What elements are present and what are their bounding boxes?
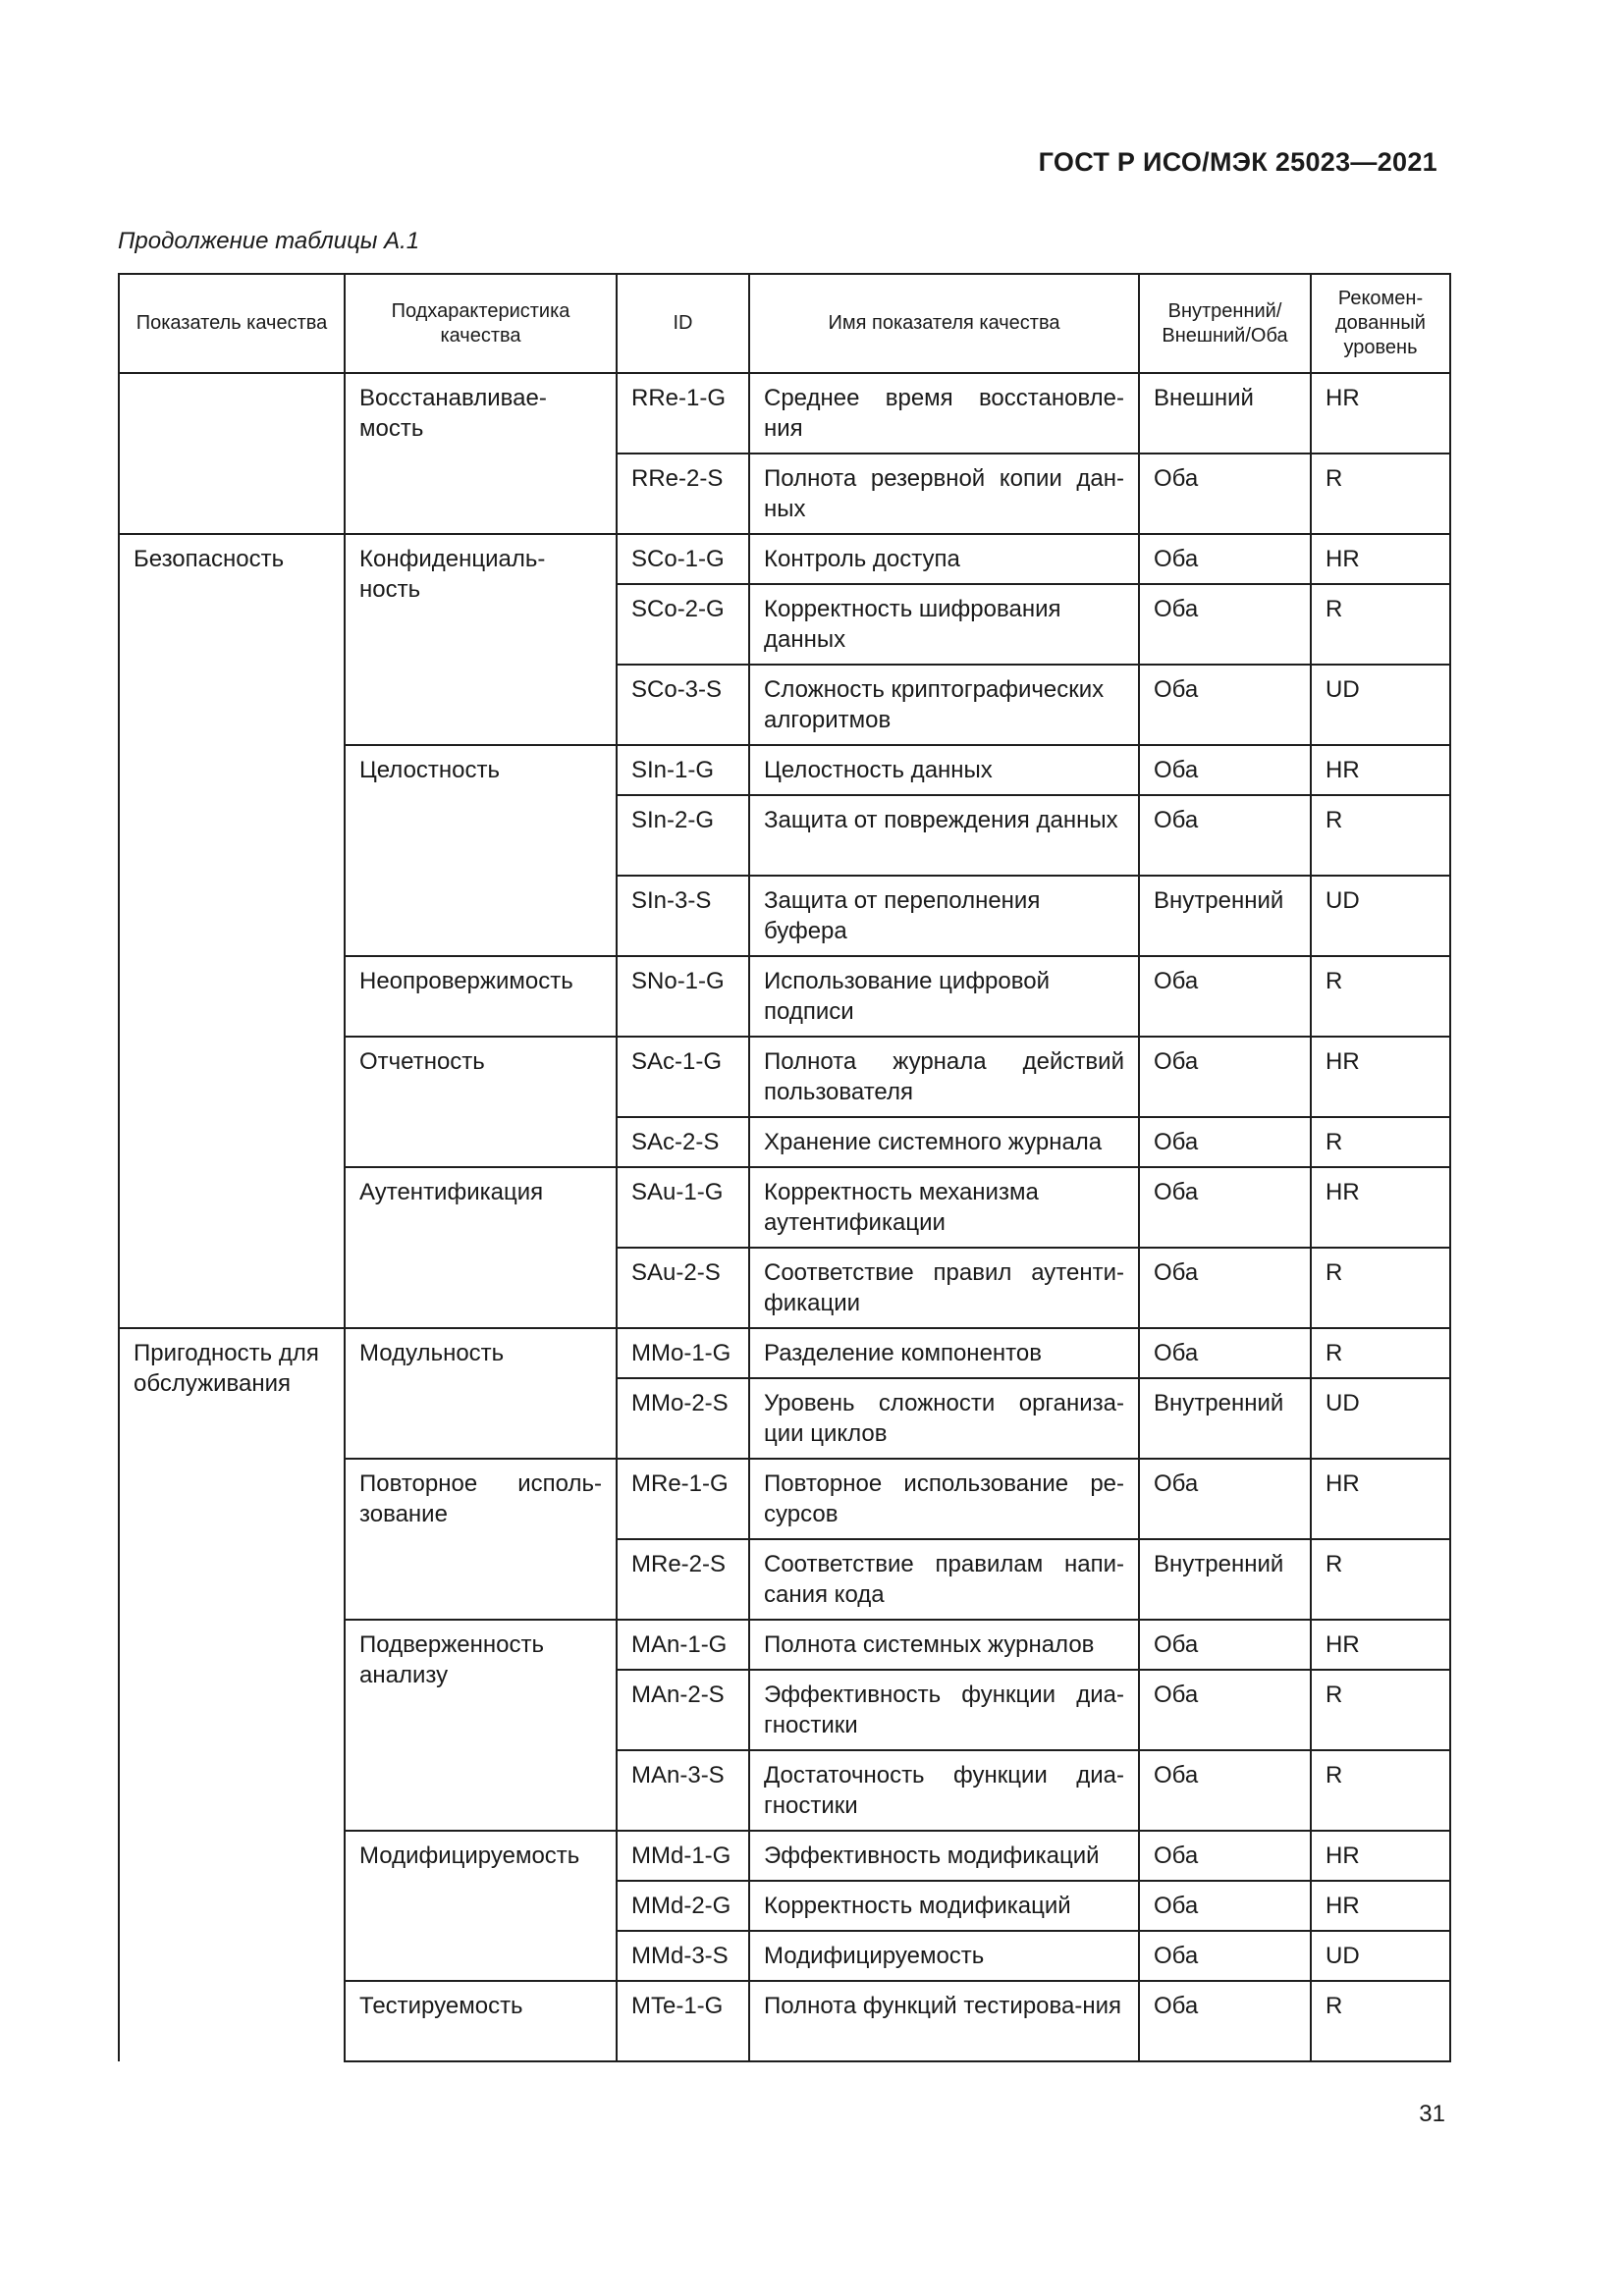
column-header-subcharacteristic: Подхарактеристика качества <box>345 274 617 373</box>
measure-scope: Оба <box>1139 1931 1311 1981</box>
measure-id: MAn-1-G <box>617 1620 749 1670</box>
measure-level: R <box>1311 584 1450 665</box>
measure-scope: Оба <box>1139 1620 1311 1670</box>
measure-level: HR <box>1311 1620 1450 1670</box>
measure-scope: Оба <box>1139 1670 1311 1750</box>
measure-level: HR <box>1311 534 1450 584</box>
subcharacteristic-cell: Целостность <box>345 745 617 956</box>
page-number: 31 <box>1419 2101 1445 2127</box>
measure-name: Полнота резервной копии дан-ных <box>749 454 1139 534</box>
measure-level: R <box>1311 795 1450 876</box>
measure-name: Корректность шифрования данных <box>749 584 1139 665</box>
measure-level: HR <box>1311 1459 1450 1539</box>
measure-id: SAc-1-G <box>617 1037 749 1117</box>
measure-level: UD <box>1311 876 1450 956</box>
measure-id: MMo-2-S <box>617 1378 749 1459</box>
measure-scope: Оба <box>1139 1037 1311 1117</box>
subcharacteristic-cell: Повторное исполь-зование <box>345 1459 617 1620</box>
measure-name: Эффективность модификаций <box>749 1831 1139 1881</box>
column-header-measure-name: Имя показателя качества <box>749 274 1139 373</box>
measure-id: SAu-1-G <box>617 1167 749 1248</box>
column-header-scope: Внутренний/ Внешний/Оба <box>1139 274 1311 373</box>
measure-name: Соответствие правилам напи-сания кода <box>749 1539 1139 1620</box>
measure-level: R <box>1311 1981 1450 2061</box>
measure-id: MMd-3-S <box>617 1931 749 1981</box>
measure-scope: Оба <box>1139 1248 1311 1328</box>
measure-name: Контроль доступа <box>749 534 1139 584</box>
characteristic-cell: Безопасность <box>119 534 345 1328</box>
document-standard-header: ГОСТ Р ИСО/МЭК 25023—2021 <box>1038 147 1437 177</box>
measure-id: SAu-2-S <box>617 1248 749 1328</box>
measure-id: MMd-2-G <box>617 1881 749 1931</box>
measure-scope: Оба <box>1139 1167 1311 1248</box>
table-row <box>119 1328 1450 1378</box>
measure-name: Полнота системных журналов <box>749 1620 1139 1670</box>
subcharacteristic-cell: Модульность <box>345 1328 617 1459</box>
subcharacteristic-cell: Неопровержимость <box>345 956 617 1037</box>
measure-id: MAn-3-S <box>617 1750 749 1831</box>
subcharacteristic-cell: Подверженность анализу <box>345 1620 617 1831</box>
measure-level: HR <box>1311 1881 1450 1931</box>
measure-level: R <box>1311 1750 1450 1831</box>
table-header-row <box>119 274 1450 373</box>
measure-id: MRe-2-S <box>617 1539 749 1620</box>
measure-id: MRe-1-G <box>617 1459 749 1539</box>
measure-level: UD <box>1311 665 1450 745</box>
characteristic-cell: Пригодность для обслуживания <box>119 1328 345 2061</box>
measure-id: MMo-1-G <box>617 1328 749 1378</box>
measure-scope: Внутренний <box>1139 1378 1311 1459</box>
measure-scope: Оба <box>1139 1981 1311 2061</box>
measure-level: R <box>1311 1328 1450 1378</box>
subcharacteristic-cell: Отчетность <box>345 1037 617 1167</box>
measure-scope: Оба <box>1139 1328 1311 1378</box>
measure-id: SCo-2-G <box>617 584 749 665</box>
measure-level: R <box>1311 956 1450 1037</box>
measure-name: Защита от переполнения буфера <box>749 876 1139 956</box>
measure-id: RRe-1-G <box>617 373 749 454</box>
measure-name: Соответствие правил аутенти-фикации <box>749 1248 1139 1328</box>
measure-id: SIn-3-S <box>617 876 749 956</box>
measure-name: Защита от повреждения данных <box>749 795 1139 876</box>
measure-scope: Оба <box>1139 1117 1311 1167</box>
measure-scope: Внутренний <box>1139 1539 1311 1620</box>
measure-scope: Оба <box>1139 1750 1311 1831</box>
characteristic-cell <box>119 373 345 534</box>
measure-name: Хранение системного журнала <box>749 1117 1139 1167</box>
column-header-recommended-level: Рекомен-дованный уровень <box>1311 274 1450 373</box>
measure-level: HR <box>1311 1167 1450 1248</box>
measure-id: SCo-1-G <box>617 534 749 584</box>
measure-level: HR <box>1311 745 1450 795</box>
subcharacteristic-cell: Модифицируемость <box>345 1831 617 1981</box>
column-header-id: ID <box>617 274 749 373</box>
measure-level: R <box>1311 1117 1450 1167</box>
measure-name: Среднее время восстановле-ния <box>749 373 1139 454</box>
quality-measures-table <box>118 273 1451 2062</box>
measure-name: Достаточность функции диа-гностики <box>749 1750 1139 1831</box>
measure-name: Корректность модификаций <box>749 1881 1139 1931</box>
measure-name: Корректность механизма аутентификации <box>749 1167 1139 1248</box>
measure-scope: Оба <box>1139 584 1311 665</box>
measure-level: UD <box>1311 1378 1450 1459</box>
measure-scope: Оба <box>1139 1881 1311 1931</box>
measure-name: Сложность криптографических алгоритмов <box>749 665 1139 745</box>
measure-id: RRe-2-S <box>617 454 749 534</box>
measure-name: Модифицируемость <box>749 1931 1139 1981</box>
subcharacteristic-cell: Конфиденциаль-ность <box>345 534 617 745</box>
measure-name: Эффективность функции диа-гностики <box>749 1670 1139 1750</box>
measure-level: R <box>1311 1670 1450 1750</box>
measure-id: MTe-1-G <box>617 1981 749 2061</box>
measure-scope: Оба <box>1139 956 1311 1037</box>
table-caption: Продолжение таблицы А.1 <box>118 228 420 254</box>
measure-scope: Внешний <box>1139 373 1311 454</box>
subcharacteristic-cell: Восстанавливае-мость <box>345 373 617 534</box>
measure-id: SIn-2-G <box>617 795 749 876</box>
measure-id: SAc-2-S <box>617 1117 749 1167</box>
measure-scope: Внутренний <box>1139 876 1311 956</box>
measure-scope: Оба <box>1139 1459 1311 1539</box>
measure-name: Уровень сложности организа-ции циклов <box>749 1378 1139 1459</box>
measure-level: HR <box>1311 1831 1450 1881</box>
measure-id: SCo-3-S <box>617 665 749 745</box>
measure-level: HR <box>1311 1037 1450 1117</box>
measure-scope: Оба <box>1139 795 1311 876</box>
table-row <box>119 534 1450 584</box>
measure-id: SIn-1-G <box>617 745 749 795</box>
measure-level: R <box>1311 454 1450 534</box>
measure-level: R <box>1311 1539 1450 1620</box>
measure-scope: Оба <box>1139 745 1311 795</box>
measure-level: UD <box>1311 1931 1450 1981</box>
measure-name: Полнота функций тестирова-ния <box>749 1981 1139 2061</box>
subcharacteristic-cell: Тестируемость <box>345 1981 617 2061</box>
measure-name: Повторное использование ре-сурсов <box>749 1459 1139 1539</box>
measure-name: Разделение компонентов <box>749 1328 1139 1378</box>
measure-name: Целостность данных <box>749 745 1139 795</box>
measure-scope: Оба <box>1139 454 1311 534</box>
measure-scope: Оба <box>1139 1831 1311 1881</box>
measure-level: HR <box>1311 373 1450 454</box>
table-row <box>119 373 1450 454</box>
measure-id: MMd-1-G <box>617 1831 749 1881</box>
measure-scope: Оба <box>1139 534 1311 584</box>
column-header-characteristic: Показатель качества <box>119 274 345 373</box>
measure-id: MAn-2-S <box>617 1670 749 1750</box>
measure-name: Полнота журнала действий пользователя <box>749 1037 1139 1117</box>
subcharacteristic-cell: Аутентификация <box>345 1167 617 1328</box>
measure-scope: Оба <box>1139 665 1311 745</box>
measure-level: R <box>1311 1248 1450 1328</box>
measure-id: SNo-1-G <box>617 956 749 1037</box>
measure-name: Использование цифровой подписи <box>749 956 1139 1037</box>
